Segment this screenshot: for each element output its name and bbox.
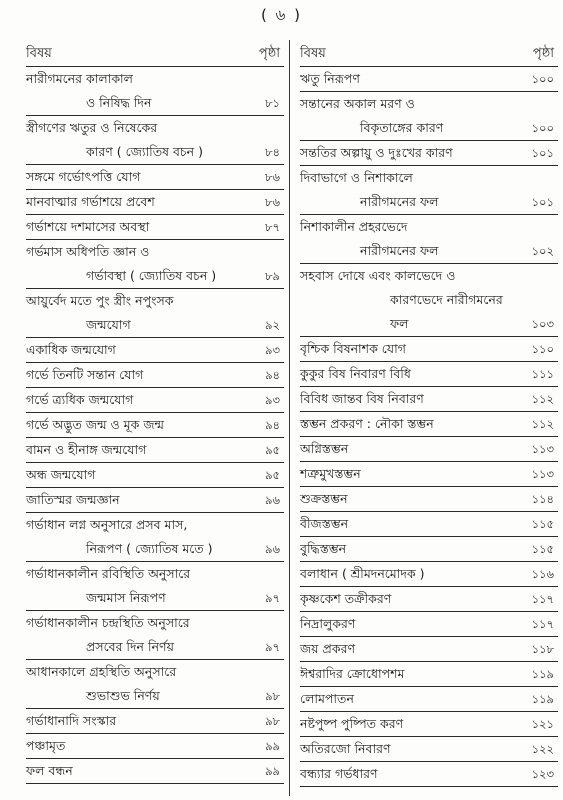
toc-entry-title-continued: নারীগমনের ফল (360, 194, 439, 209)
toc-entry-page: ১১৭ (531, 617, 554, 631)
toc-entry (300, 67, 558, 91)
toc-entry (26, 488, 284, 512)
toc-entry-page: ৮৯ (265, 269, 280, 283)
toc-entry (300, 737, 558, 761)
toc-entry (26, 734, 284, 758)
toc-entry-page: ১১০ (531, 342, 554, 356)
toc-entry-title-continued: কারণ ( জ্যোতিষ বচন ) (86, 144, 203, 159)
toc-entry-title: গর্ভে তিনটি সন্তান যোগ (26, 367, 144, 382)
toc-entry-title: বামন ও হীনাঙ্গ জন্মযোগ (26, 442, 147, 457)
toc-entry (26, 413, 284, 437)
left-column (26, 40, 284, 784)
page-number: ( ৬ ) (261, 6, 302, 24)
toc-entry-page: ৯৯ (265, 764, 280, 778)
toc-entry-page: ৯৬ (265, 493, 280, 507)
toc-entry-page: ১১৭ (531, 592, 554, 606)
toc-entry-page: ৯৮ (265, 689, 280, 703)
toc-entry-page: ১১৫ (531, 542, 554, 556)
toc-entry (26, 190, 284, 214)
toc-entry-page: ৯৪ (265, 368, 280, 382)
toc-entry-page: ১০২ (531, 244, 554, 258)
toc-entry-page: ৮৬ (265, 195, 280, 209)
toc-entry-title: স্ত্রীগণের ঋতুর ও নিষেকের (26, 120, 158, 135)
toc-entry-title-continued: ফল (390, 316, 409, 331)
toc-entry (300, 387, 558, 411)
toc-entry-title: ঈশ্বরাদির ক্রোধোপশম (300, 666, 405, 681)
toc-entry (300, 362, 558, 386)
toc-entry-title: বিবিধ জান্তব বিষ নিবারণ (300, 391, 424, 406)
toc-entry-page: ১০০ (531, 72, 554, 86)
toc-entry (300, 166, 558, 214)
toc-entry-title: বৃশ্চিক বিষনাশক যোগ (300, 341, 406, 356)
toc-entry-title: সহবাস দোষে এবং কালভেদে ও (300, 268, 456, 283)
toc-entry-page: ১১৪ (531, 492, 554, 506)
toc-entry-page: ১২৩ (531, 767, 554, 781)
toc-entry-page: ১১২ (531, 417, 554, 431)
toc-entry-page: ১২২ (531, 742, 554, 756)
toc-entry-title: লোমপাতন (300, 691, 354, 706)
toc-entry (26, 67, 284, 115)
toc-entry-page: ১১১ (531, 367, 554, 381)
toc-entry-title: গর্ভাধানকালীন চন্দ্রস্থিতি অনুসারে (26, 615, 190, 630)
toc-entry-title: স্তম্ভন প্রকরণ : নৌকা স্তম্ভন (300, 416, 434, 431)
toc-entry (26, 562, 284, 610)
toc-entry-page: ১০০ (531, 121, 554, 135)
toc-entry-page: ১১২ (531, 392, 554, 406)
toc-entry (300, 437, 558, 461)
toc-entry-title: নিদ্রালুকরণ (300, 616, 356, 631)
right-toc-list (300, 67, 558, 787)
toc-entry-title: ঋতু নিরূপণ (300, 71, 360, 86)
toc-entry-page: ৯৫ (265, 443, 280, 457)
toc-entry (300, 141, 558, 165)
toc-entry (26, 388, 284, 412)
toc-entry-title: দিবাভাগে ও নিশাকালে (300, 170, 413, 185)
toc-entry-page: ৮৭ (265, 220, 280, 234)
toc-entry-title: গর্ভাধানাদি সংস্কার (26, 713, 117, 728)
left-column-header (26, 40, 284, 66)
subject-heading: বিষয় (300, 46, 326, 61)
toc-entry-title: অতিরজো নিবারণ (300, 741, 391, 756)
toc-entry-title-continued: নিরূপণ ( জ্যোতিষ মতে ) (86, 541, 213, 556)
toc-entry-page: ৯৮ (265, 714, 280, 728)
toc-entry-page: ৯৫ (265, 468, 280, 482)
toc-entry (300, 92, 558, 140)
toc-entry (300, 264, 558, 336)
toc-entry-page: ১১৩ (531, 467, 554, 481)
toc-entry (26, 338, 284, 362)
toc-entry-title: নিশাকালীন প্রহরভেদে (300, 219, 408, 234)
toc-entry-title: অন্ধ জন্মযোগ (26, 467, 96, 482)
toc-entry-title: শত্রুমুখস্তম্ভন (300, 466, 361, 481)
toc-entry-title: শুক্রস্তম্ভন (300, 491, 348, 506)
toc-entry-title: গর্ভাধান লগ্ন অনুসারে প্রসব মাস, (26, 517, 188, 532)
toc-entry-page: ১২১ (531, 717, 554, 731)
right-column-header (300, 40, 558, 66)
toc-entry-page: ৯৩ (265, 343, 280, 357)
toc-entry-page: ৮১ (265, 96, 280, 110)
toc-entry-title-continued: নারীগমনের ফল (360, 243, 439, 258)
entry-rule (300, 786, 558, 787)
toc-entry (300, 637, 558, 661)
toc-entry-page: ১১৫ (531, 517, 554, 531)
toc-entry (26, 759, 284, 783)
toc-entry (300, 662, 558, 686)
toc-entry-title: একাধিক জন্মযোগ (26, 342, 116, 357)
toc-entry (300, 687, 558, 711)
toc-entry (26, 165, 284, 189)
toc-entry-title: সন্তানের অকাল মরণ ও (300, 96, 415, 111)
left-toc-list (26, 67, 284, 784)
toc-entry-title: আধানকালে গ্রহস্থিতি অনুসারে (26, 664, 177, 679)
toc-entry (26, 289, 284, 337)
toc-entry (300, 537, 558, 561)
toc-entry (300, 712, 558, 736)
toc-entry (26, 611, 284, 659)
toc-entry-title: কৃষ্ণকেশ তক্রীকরণ (300, 591, 392, 606)
toc-entry (300, 462, 558, 486)
toc-entry (300, 562, 558, 586)
toc-entry-page: ১১৩ (531, 442, 554, 456)
toc-entry (300, 487, 558, 511)
toc-entry-title: জয় প্রকরণ (300, 641, 356, 656)
toc-entry-title-continued: জন্মমাস নিরূপণ (86, 590, 166, 605)
toc-entry (300, 612, 558, 636)
toc-entry (26, 116, 284, 164)
toc-entry-title: মানবাত্মার গর্ভাশয়ে প্রবেশ (26, 194, 155, 209)
page-heading: পৃষ্ঠা (532, 46, 554, 61)
toc-entry (300, 412, 558, 436)
toc-entry (300, 587, 558, 611)
toc-entry-title: নারীগমনের কালাকাল (26, 71, 133, 86)
toc-entry-title: জাতিস্মর জন্মজ্ঞান (26, 492, 120, 507)
toc-entry-title: আয়ুর্বেদ মতে পুং স্ত্রীং নপুংসক (26, 293, 174, 308)
toc-entry-title: বুদ্ধিস্তম্ভন (300, 541, 347, 556)
toc-entry-title: গর্ভে ত্র্যধিক জন্মযোগ (26, 392, 134, 407)
toc-entry (300, 337, 558, 361)
toc-entry (26, 463, 284, 487)
subject-heading: বিষয় (26, 46, 52, 61)
toc-entry (26, 709, 284, 733)
toc-entry-title: সঙ্গমে গর্ভোৎপত্তি যোগ (26, 169, 141, 184)
toc-entry (26, 240, 284, 288)
toc-entry-page: ৯৯ (265, 739, 280, 753)
toc-entry-title-continued: জন্মযোগ (86, 317, 131, 332)
toc-entry (300, 512, 558, 536)
toc-entry-page: ৯৭ (265, 591, 280, 605)
toc-entry-title: পঞ্চামৃত (26, 738, 66, 753)
toc-entry-title: বন্ধ্যার গর্ভধারণ (300, 766, 378, 781)
toc-entry-title: গর্ভে অদ্ভুত জন্ম ও মূক জন্ম (26, 417, 164, 432)
toc-entry-title: নষ্টপুষ্প পুষ্পিত করণ (300, 716, 404, 731)
toc-entry-title: বলাধান ( শ্রীমদনমোদক ) (300, 566, 425, 581)
toc-entry (26, 513, 284, 561)
toc-entry-title-continued: ও নিষিদ্ধ দিন (86, 95, 152, 110)
toc-entry-title-continued: গর্ভাবস্থা ( জ্যোতিষ বচন ) (86, 268, 217, 283)
toc-entry-page: ১০১ (531, 195, 554, 209)
toc-entry-title: গর্ভমাস অধিপতি জ্ঞান ও (26, 244, 150, 259)
toc-entry-title: অগ্নিস্তম্ভন (300, 441, 349, 456)
page-heading: পৃষ্ঠা (258, 46, 280, 61)
toc-entry-page: ১০৩ (531, 317, 554, 331)
toc-entry (26, 215, 284, 239)
toc-entry-title-continued: বিকৃতাঙ্গের কারণ (360, 120, 444, 135)
toc-entry (300, 215, 558, 263)
toc-entry-page: ১১৬ (531, 567, 554, 581)
toc-entry-page: ৯২ (265, 318, 280, 332)
toc-entry (26, 363, 284, 387)
entry-rule (26, 783, 284, 784)
toc-entry-title-continued: কারণভেদে নারীগমনের (390, 292, 503, 307)
toc-entry-title-continued: শুভাশুভ নির্ণয় (86, 688, 160, 703)
toc-entry-page: ১১৯ (531, 667, 554, 681)
toc-entry-page: ৯৪ (265, 418, 280, 432)
toc-entry-page: ৯৭ (265, 640, 280, 654)
toc-entry-page: ৮৪ (265, 145, 280, 159)
toc-entry-page: ১১৮ (531, 642, 554, 656)
toc-entry-title: ফল বন্ধন (26, 763, 73, 778)
right-column (300, 40, 558, 787)
toc-entry-title: কুকুর বিষ নিবারণ বিধি (300, 366, 411, 381)
toc-entry-title: গর্ভাশয়ে দশমাসের অবস্থা (26, 219, 150, 234)
toc-entry-page: ১০১ (531, 146, 554, 160)
toc-entry-title: বীজস্তম্ভন (300, 516, 349, 531)
column-divider (289, 40, 290, 796)
toc-entry-title-continued: প্রসবের দিন নির্ণয় (86, 639, 174, 654)
toc-entry-title: গর্ভাধানকালীন রবিস্থিতি অনুসারে (26, 566, 191, 581)
toc-entry-page: ৮৬ (265, 170, 280, 184)
toc-entry-title: সন্ততির অল্পায়ু ও দুঃখের কারণ (300, 145, 453, 160)
toc-entry-page: ৯৬ (265, 542, 280, 556)
toc-entry (26, 660, 284, 708)
toc-entry-page: ১১৯ (531, 692, 554, 706)
toc-entry-page: ৯৩ (265, 393, 280, 407)
toc-entry (300, 762, 558, 786)
toc-entry (26, 438, 284, 462)
